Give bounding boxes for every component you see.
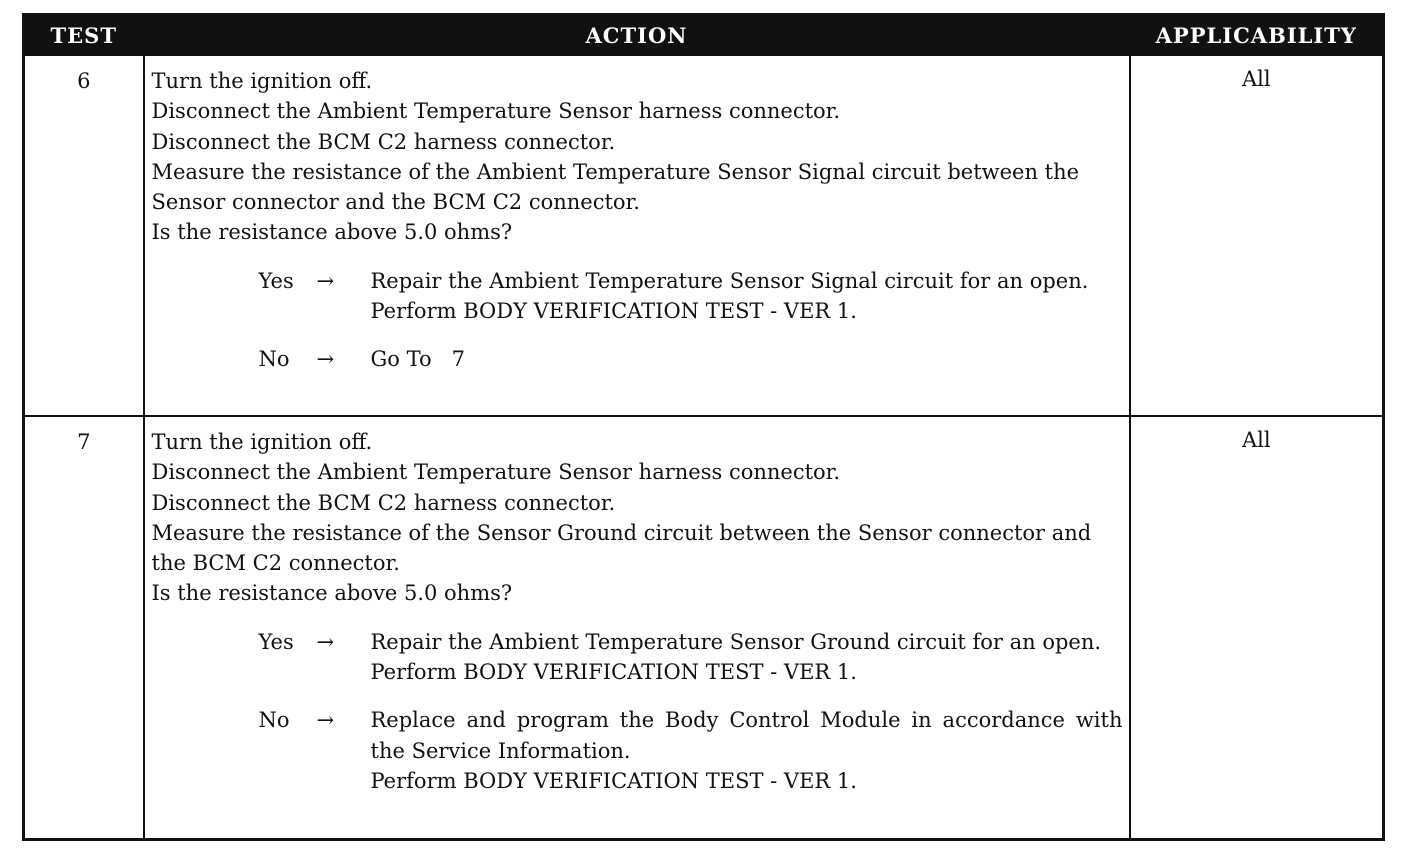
right-arrow-icon: → <box>316 268 335 293</box>
no-outcome <box>259 344 1123 374</box>
yes-label: Yes <box>258 268 294 293</box>
yes-result-line: Perform BODY VERIFICATION TEST - VER 1. <box>370 660 857 685</box>
applicability-value: All <box>1130 416 1384 839</box>
yes-result-line: Perform BODY VERIFICATION TEST - VER 1. <box>370 299 857 324</box>
header-test: TEST <box>24 15 144 56</box>
action-step: Disconnect the BCM C2 harness connector. <box>151 490 616 515</box>
no-label: No <box>258 708 290 733</box>
table-row-test-6 <box>24 55 1384 416</box>
go-to-link[interactable]: Go To 7 <box>370 347 465 372</box>
yes-result <box>371 266 1123 327</box>
action-step: Disconnect the Ambient Temperature Sensor harness connector. <box>151 99 841 124</box>
action-cell <box>144 416 1130 839</box>
yes-result <box>371 627 1123 688</box>
no-outcome <box>259 705 1123 796</box>
action-step: Turn the ignition off. <box>151 430 373 454</box>
action-step: Turn the ignition off. <box>151 69 373 93</box>
right-arrow-icon: → <box>316 708 335 733</box>
test-number: 7 <box>24 416 144 839</box>
yes-result-line: Repair the Ambient Temperature Sensor Ground circuit for an open. <box>370 629 1102 654</box>
yes-result-line: Repair the Ambient Temperature Sensor Signal circuit for an open. <box>370 268 1089 293</box>
action-step: Disconnect the Ambient Temperature Sensor harness connector. <box>151 460 841 485</box>
test-number: 6 <box>24 55 144 416</box>
diagnostic-test-table <box>22 13 1385 841</box>
right-arrow-icon: → <box>316 347 335 372</box>
no-result-line: Perform BODY VERIFICATION TEST - VER 1. <box>370 768 857 793</box>
action-question: Is the resistance above 5.0 ohms? <box>151 220 513 245</box>
no-result-line: Replace and program the Body Control Module in accordance with the Service Information. <box>370 708 1123 763</box>
action-question: Is the resistance above 5.0 ohms? <box>151 581 513 606</box>
action-step: Disconnect the BCM C2 harness connector. <box>151 129 616 154</box>
no-result <box>371 705 1123 796</box>
yes-outcome <box>259 627 1123 688</box>
table-row-test-7 <box>24 416 1384 839</box>
table-header-row <box>24 15 1384 56</box>
no-result <box>371 344 1123 374</box>
header-action: ACTION <box>144 15 1130 56</box>
action-cell <box>144 55 1130 416</box>
action-step: Measure the resistance of the Ambient Temperature Sensor Signal circuit between the Sensor connector and the BCM C2 connector. <box>151 159 1080 215</box>
yes-outcome <box>259 266 1123 327</box>
header-applicability: APPLICABILITY <box>1130 15 1384 56</box>
action-step: Measure the resistance of the Sensor Ground circuit between the Sensor connector and the BCM C2 connector. <box>151 520 1092 576</box>
yes-label: Yes <box>258 629 294 654</box>
applicability-value: All <box>1130 55 1384 416</box>
right-arrow-icon: → <box>316 629 335 654</box>
no-label: No <box>258 347 290 372</box>
